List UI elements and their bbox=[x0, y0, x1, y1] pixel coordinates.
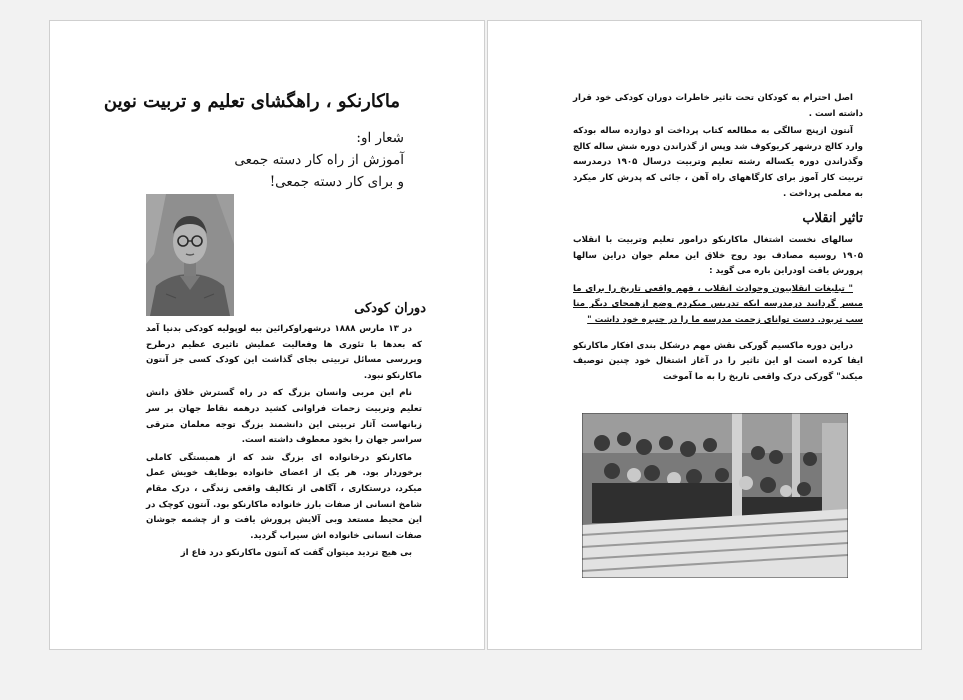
paragraph: در ۱۳ مارس ۱۸۸۸ درشهراوکرائین بیه لوپولیه کودکی بدنیا آمد که بعدها با تئوری ها وفعالیت عملیش تاثیری عظیم درطرح وبررسی مسائل تربیتی بجای گذاشت این کودک کسی جز آنتون ماکارنکو نبود. bbox=[146, 324, 422, 381]
paragraph: آنتون ازپنج سالگی به مطالعه کتاب پرداخت او دوازده ساله بودکه وارد کالج درشهر کریوکوف شد وپس از گذراندن دوره شش ساله کالج وگذراندن دوره یکساله رشته تعلیم وتربیت درسال ۱۹۰۵ درمدرسه تربیت کار آموز برای کارگاههای راه آهن ، جائی که پدرش کار میکرد به معلمی پرداخت . bbox=[573, 126, 863, 199]
motto-line-1: آموزش از راه کار دسته جمعی bbox=[234, 152, 404, 168]
section-heading-influence: تاثیر انقلاب bbox=[802, 211, 863, 226]
right-page bbox=[487, 20, 922, 650]
paragraph: بی هیچ تردید میتوان گفت که آنتون ماکارنکو درد فاع از bbox=[180, 548, 412, 559]
portrait-photo bbox=[146, 194, 234, 316]
quote: " تبلیغات انقلابیون وحوادث انقلاب ، فهم واقعی تاریخ را برای ما میسر گردانید درمدرسه ایکه تدریس میکردم وضع ازهمجای دیگر منا سب تربود. دست توانای زحمت مدرسه ما را در چنبره خود داشت " bbox=[573, 283, 863, 325]
left-page bbox=[49, 20, 485, 650]
paragraph: نام این مربی وانسان بزرگ که در راه گسترش خلاق دانش تعلیم وتربیت زحمات فراوانی کشید درهمه نقاط جهان بر سر زبانهاست آثار تربیتی این دانشمند بزرگ توجه معلمان مترقی سراسر جهان را بخود معطوف داشته است. bbox=[146, 388, 422, 446]
paragraph: سالهای نخست اشتغال ماکارنکو درامور تعلیم وتربیت با انقلاب ۱۹۰۵ روسیه مصادف بود روح خلاق این معلم جوان دراین سالها پرورش یافت اودراین باره می گوید : bbox=[573, 235, 863, 277]
paragraph: دراین دوره ماکسیم گورکی نقش مهم درشکل بندی افکار ماکارنکو ایفا کرده است او این تاثیر را در آغاز اشتغال خود چنین توصیف میکند" گورکی درک واقعی تاریخ را به ما آموخت bbox=[573, 340, 863, 382]
motto-label: شعار او: bbox=[356, 130, 404, 146]
motto-line-2: و برای کار دسته جمعی! bbox=[269, 174, 404, 190]
section-heading-childhood: دوران کودکی bbox=[354, 301, 426, 316]
childhood-text bbox=[146, 322, 422, 564]
paragraph: ماکارنکو درخانواده ای بزرگ شد که از همبستگی کاملی برخوردار بود. هر یک از اعضای خانواده بوظایف خویش عمل میکرد، درستکاری ، آگاهی از تکالیف واقعی زندگی ، درک مقام شامخ انسانی از صفات بارز خانواده ماکارنکو بود. آنتون کوچک در این محیط مستعد وبی آلایش پرورش یافت و از چشمه جوشان صفات انسانی خانواده اش سیراب گردید. bbox=[146, 452, 422, 541]
intro-text bbox=[573, 91, 863, 204]
influence-text bbox=[573, 233, 863, 387]
motto bbox=[174, 127, 404, 193]
group-photo bbox=[582, 413, 848, 578]
page-title: ماکارنکو ، راهگشای تعلیم و تربیت نوین bbox=[103, 91, 400, 112]
paragraph: اصل احترام به کودکان تحت تاثیر خاطرات دوران کودکی خود قرار داشته است . bbox=[573, 93, 863, 119]
